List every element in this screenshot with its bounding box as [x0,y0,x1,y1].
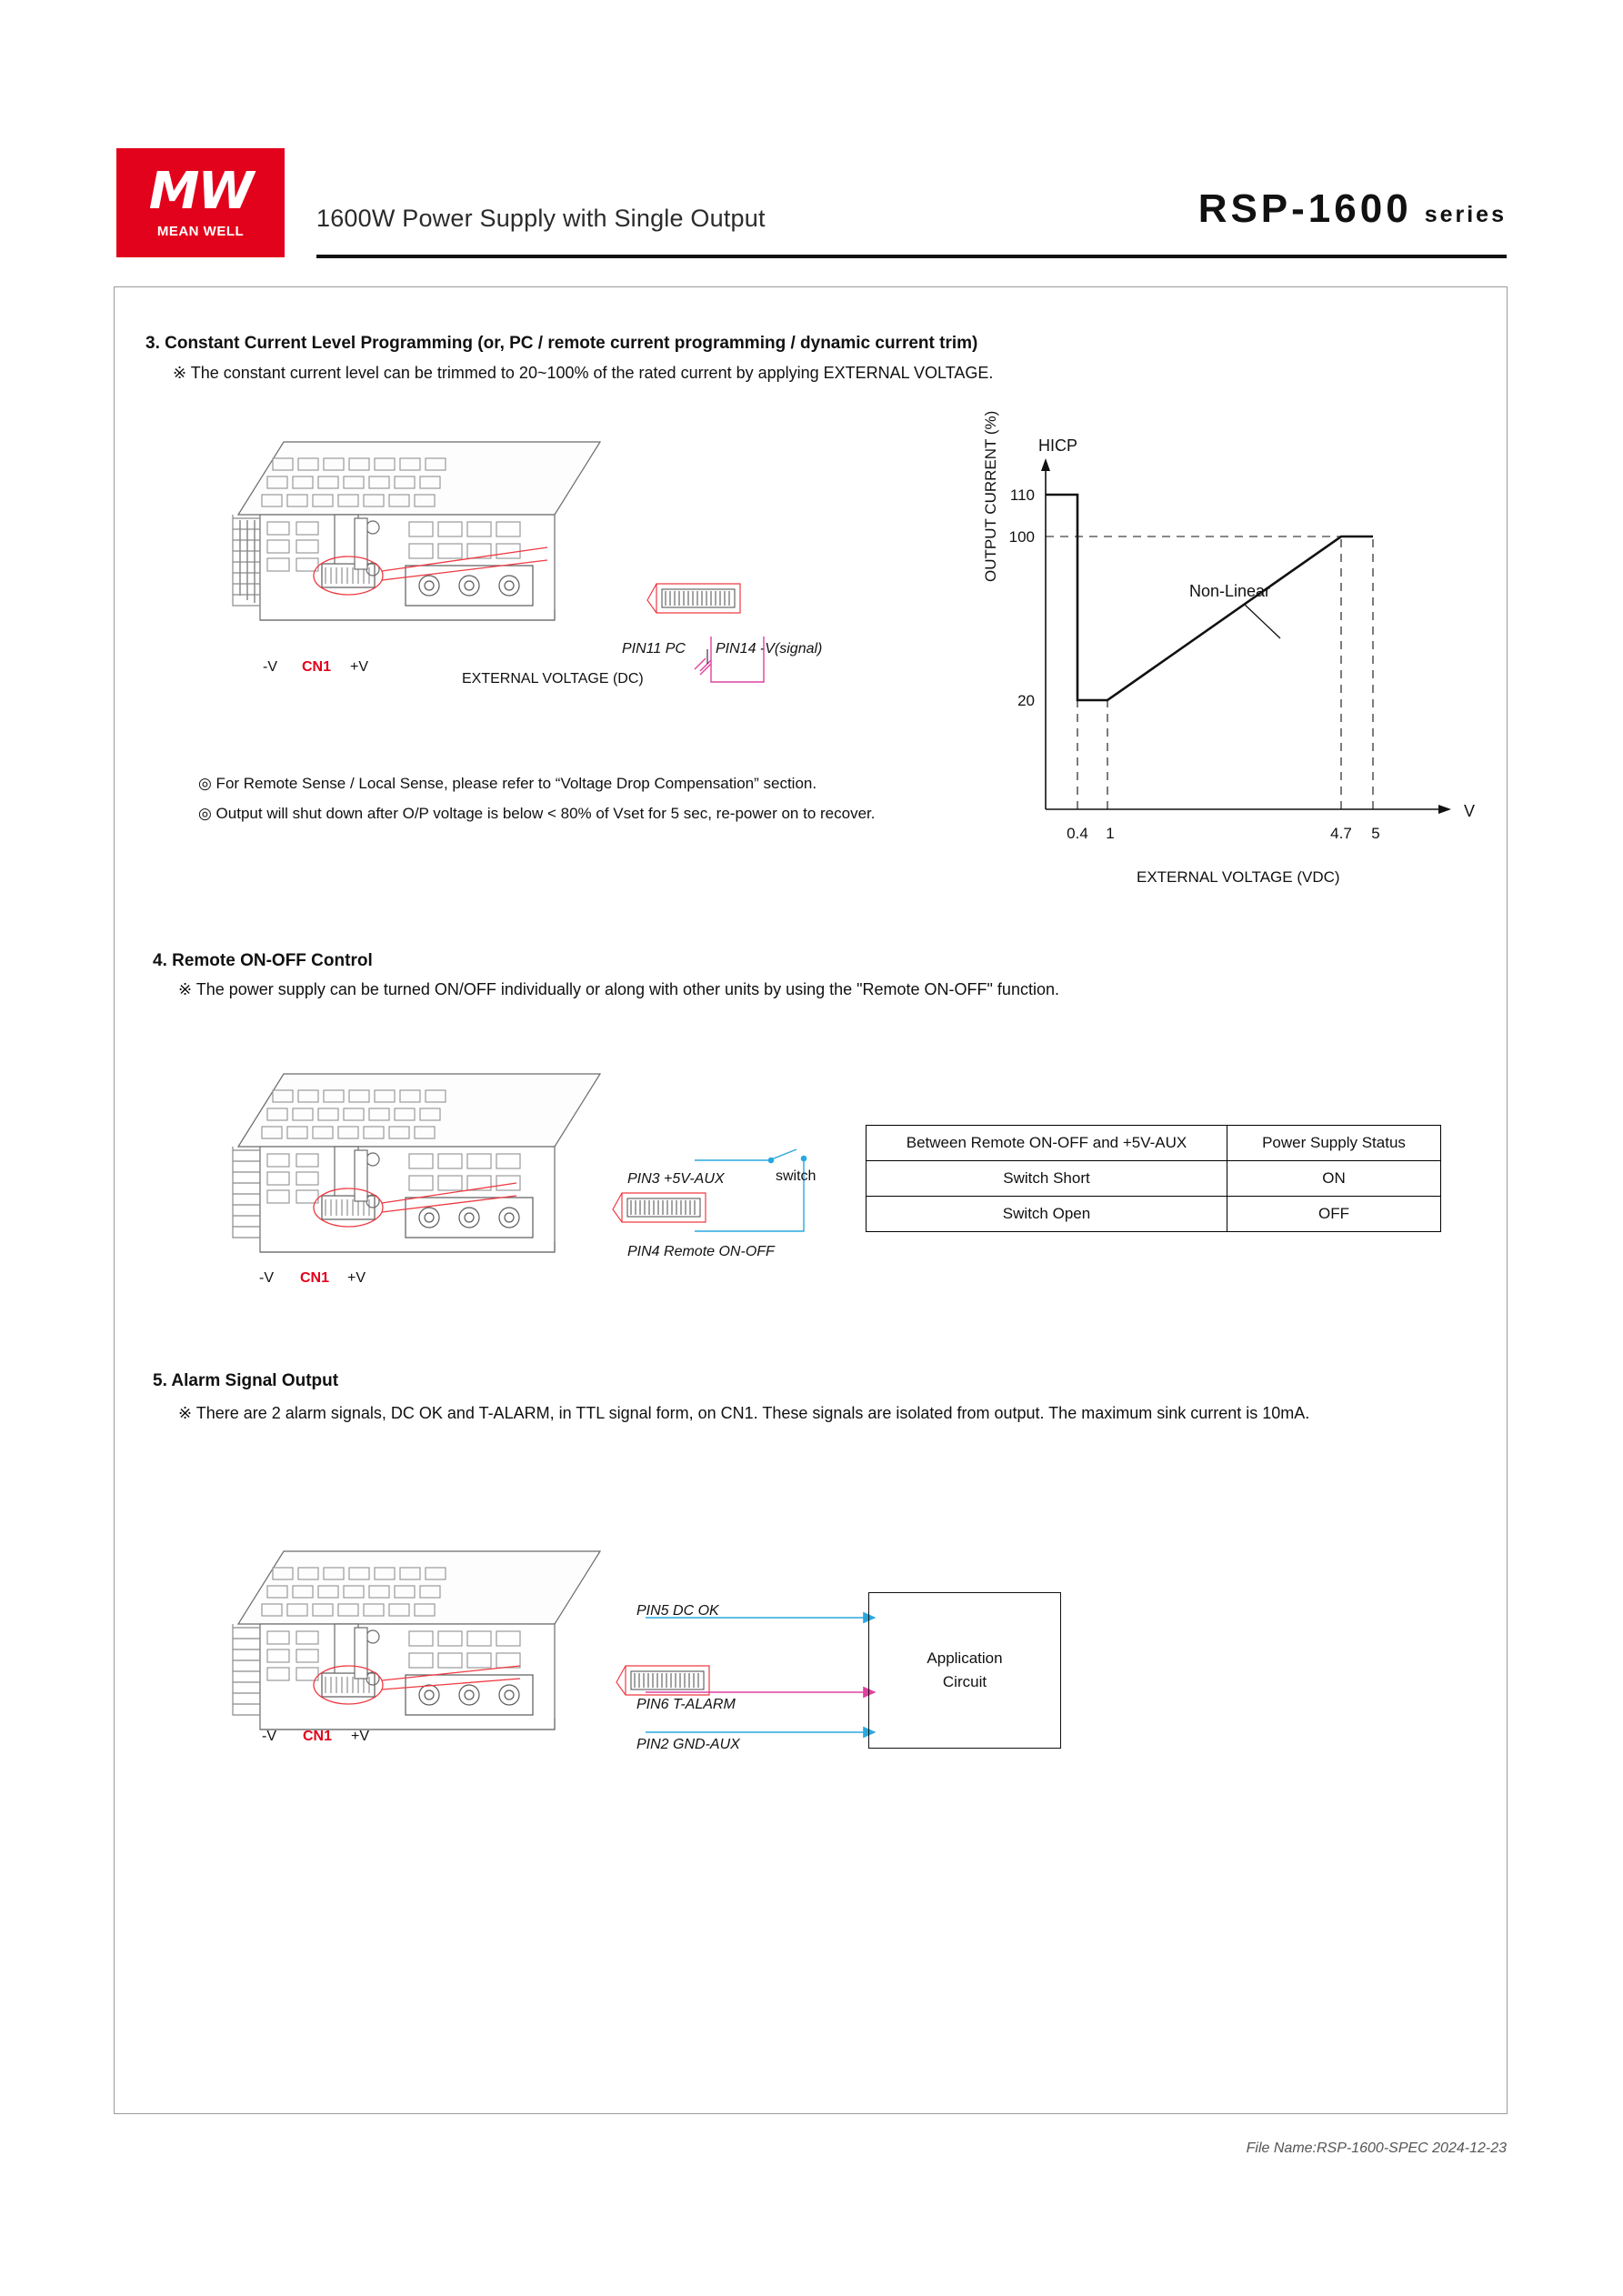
application-circuit-line2: Circuit [942,1673,987,1690]
series-label: series [1424,202,1507,227]
external-voltage-label: EXTERNAL VOLTAGE (DC) [462,671,644,687]
svg-text:100: 100 [1008,528,1035,546]
table-cell: ON [1227,1161,1441,1197]
pin-label-pin2: PIN2 GND-AUX [636,1737,740,1752]
svg-text:Non-Linear: Non-Linear [1189,582,1271,600]
header-divider [316,255,1507,258]
page-subtitle: 1600W Power Supply with Single Output [316,205,766,232]
svg-text:4.7: 4.7 [1330,825,1352,842]
ocp-chart [991,427,1500,905]
svg-text:1: 1 [1106,825,1115,842]
bullet-item: ◎ For Remote Sense / Local Sense, please refer to “Voltage Drop Compensation” section. [198,775,817,792]
meanwell-logo [116,148,285,257]
pin-label-pin6: PIN6 T-ALARM [636,1697,736,1712]
logo-mark: MW [148,162,253,221]
table-row [867,1197,1441,1232]
section-4-heading: 4. Remote ON-OFF Control [153,951,373,970]
chart-y-axis-label: OUTPUT CURRENT (%) [982,410,999,582]
logo-wordmark: MEAN WELL [156,224,245,239]
switch-label: switch [776,1168,817,1184]
section-3-note: ※ The constant current level can be trimmed to 20~100% of the rated current by applying EXTERNAL VOLTAGE. [173,364,994,382]
pin-label-pin11: PIN11 PC [622,641,686,657]
table-cell: Switch Open [867,1197,1227,1232]
svg-text:HICP: HICP [1038,436,1078,455]
pin-label-pin5: PIN5 DC OK [636,1603,719,1619]
section-3-heading: 3. Constant Current Level Programming (or, PC / remote current programming / dynamic current trim) [145,334,978,353]
svg-text:0.4: 0.4 [1067,825,1088,842]
alarm-signal-arrows [636,1596,891,1796]
pin-label-pin4: PIN4 Remote ON-OFF [627,1244,775,1259]
cn1-connector-1 [642,573,751,627]
pin-label-pin3: PIN3 +5V-AUX [627,1171,725,1187]
application-circuit-line1: Application [927,1649,1003,1667]
section-4-note: ※ The power supply can be turned ON/OFF individually or along with other units by using the "Remote ON-OFF" function. [178,980,1059,998]
table-header-cell: Power Supply Status [1227,1126,1441,1161]
terminal-minus-v-3: -V [262,1729,276,1744]
svg-text:20: 20 [1017,692,1035,709]
terminal-plus-v-1: +V [350,659,369,675]
remote-onoff-table [866,1125,1441,1232]
terminal-minus-v-2: -V [259,1270,274,1286]
table-header-row [867,1126,1441,1161]
bullet-item: ◎ Output will shut down after O/P voltage is below < 80% of Vset for 5 sec, re-power on to recover. [198,805,876,822]
svg-text:5: 5 [1371,825,1380,842]
ocp-chart-svg [991,427,1500,900]
terminal-cn1-3: CN1 [303,1729,333,1744]
model-number: RSP-1600 [1197,186,1412,231]
external-voltage-source-symbol-1 [636,627,818,727]
table-cell: OFF [1227,1197,1441,1232]
table-header-cell: Between Remote ON-OFF and +5V-AUX [867,1126,1227,1161]
chart-x-axis-label: EXTERNAL VOLTAGE (VDC) [1137,868,1340,886]
section-3-bullets [198,768,875,828]
power-supply-illustration-1 [227,427,700,700]
svg-text:V: V [1464,802,1476,820]
svg-text:110: 110 [1009,486,1035,504]
terminal-cn1-2: CN1 [300,1270,330,1286]
terminal-minus-v-1: -V [263,659,277,675]
section-5-heading: 5. Alarm Signal Output [153,1371,339,1390]
pin-label-pin14: PIN14 -V(signal) [716,641,823,657]
footer-filename: File Name:RSP-1600-SPEC 2024-12-23 [1246,2141,1507,2156]
table-row [867,1161,1441,1197]
table-cell: Switch Short [867,1161,1227,1197]
terminal-plus-v-2: +V [347,1270,366,1286]
application-circuit-box [868,1592,1061,1749]
terminal-plus-v-3: +V [351,1729,370,1744]
terminal-cn1-1: CN1 [302,659,332,675]
page-title [1198,186,1507,232]
section-5-note: ※ There are 2 alarm signals, DC OK and T-ALARM, in TTL signal form, on CN1. These signals are isolated from output. The maximum sink current is 10mA. [178,1404,1310,1422]
